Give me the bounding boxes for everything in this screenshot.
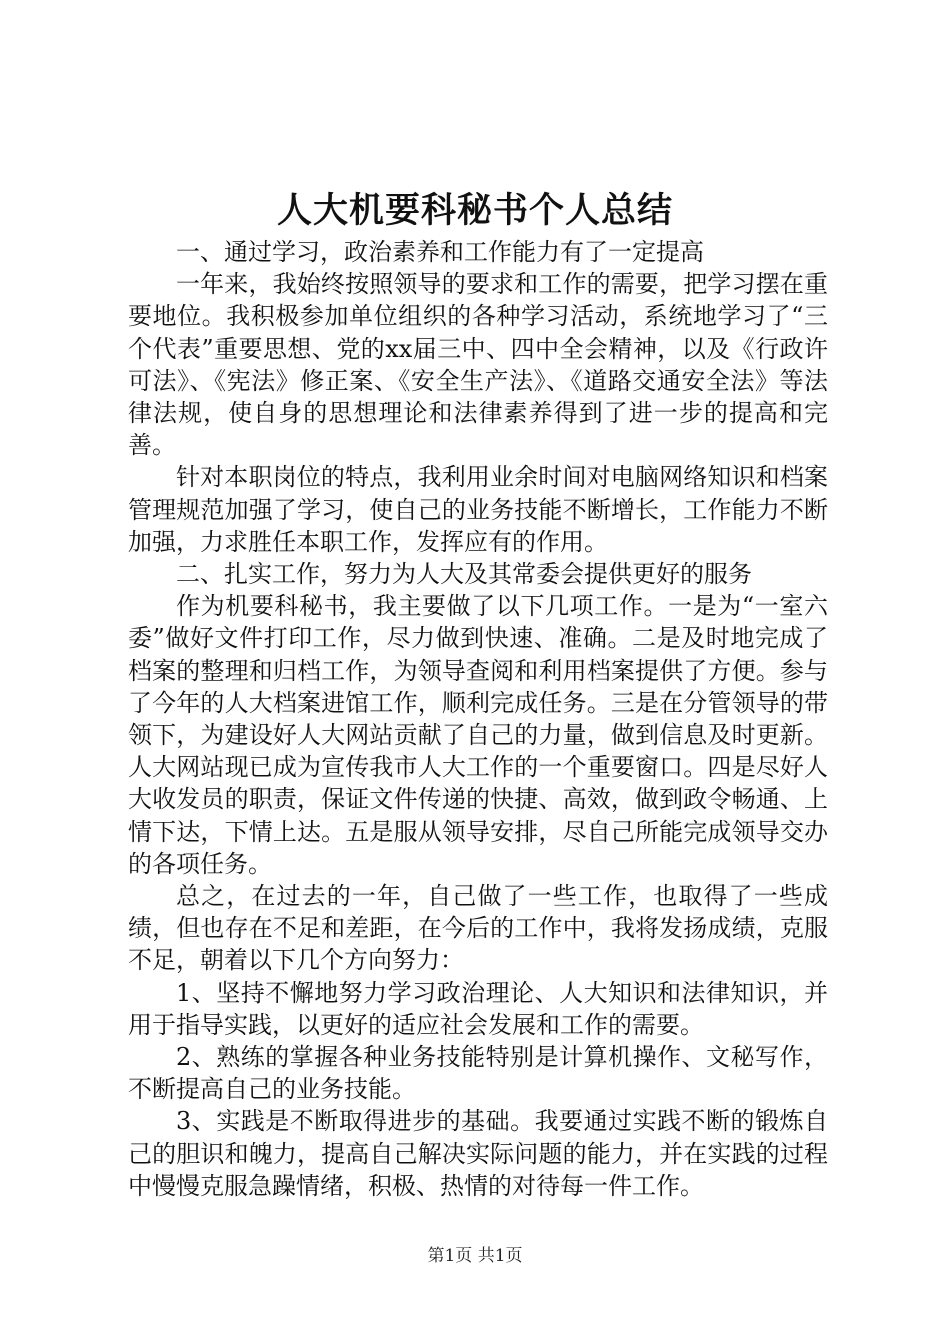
document-body bbox=[128, 236, 828, 1202]
paragraph-study: 一年来，我始终按照领导的要求和工作的需要，把学习摆在重要地位。我积极参加单位组织的各种学习活动，系统地学习了“三个代表”重要思想、党的xx届三中、四中全会精神，以及《行政许可法》、《宪法》修正案、《安全生产法》、《道路交通安全法》等法律法规，使自身的思想理论和法律素养得到了进一步的提高和完善。 bbox=[128, 270, 828, 460]
list-item-3: 3、实践是不断取得进步的基础。我要通过实践不断的锻炼自己的胆识和魄力，提高自己解决实际问题的能力，并在实践的过程中慢慢克服急躁情绪，积极、热情的对待每一件工作。 bbox=[128, 1107, 828, 1200]
list-item-2: 2、熟练的掌握各种业务技能特别是计算机操作、文秘写作，不断提高自己的业务技能。 bbox=[128, 1043, 828, 1104]
section-heading-1: 一、通过学习，政治素养和工作能力有了一定提高 bbox=[176, 238, 704, 266]
page-footer: 第1页 共1页 bbox=[427, 1246, 523, 1266]
section-heading-2: 二、扎实工作，努力为人大及其常委会提供更好的服务 bbox=[176, 560, 752, 589]
paragraph-work: 作为机要科秘书，我主要做了以下几项工作。一是为“一室六委”做好文件打印工作，尽力做到快速、准确。二是及时地完成了档案的整理和归档工作，为领导查阅和利用档案提供了方便。参与了今年的人大档案进馆工作，顺利完成任务。三是在分管领导的带领下，为建设好人大网站贡献了自己的力量，做到信息及时更新。人大网站现已成为宣传我市人大工作的一个重要窗口。四是尽好人大收发员的职责，保证文件传递的快捷、高效，做到政令畅通、上情下达，下情上达。五是服从领导安排，尽自己所能完成领导交办的各项任务。 bbox=[128, 592, 828, 878]
list-item-1: 1、坚持不懈地努力学习政治理论、人大知识和法律知识，并用于指导实践，以更好的适应社会发展和工作的需要。 bbox=[128, 978, 828, 1039]
document-title: 人大机要科秘书个人总结 bbox=[276, 190, 673, 231]
paragraph-summary: 总之，在过去的一年，自己做了一些工作，也取得了一些成绩，但也存在不足和差距，在今后的工作中，我将发扬成绩，克服不足，朝着以下几个方向努力： bbox=[128, 882, 828, 975]
paragraph-skills: 针对本职岗位的特点，我利用业余时间对电脑网络知识和档案管理规范加强了学习，使自己的业务技能不断增长，工作能力不断加强，力求胜任本职工作，发挥应有的作用。 bbox=[128, 463, 828, 556]
